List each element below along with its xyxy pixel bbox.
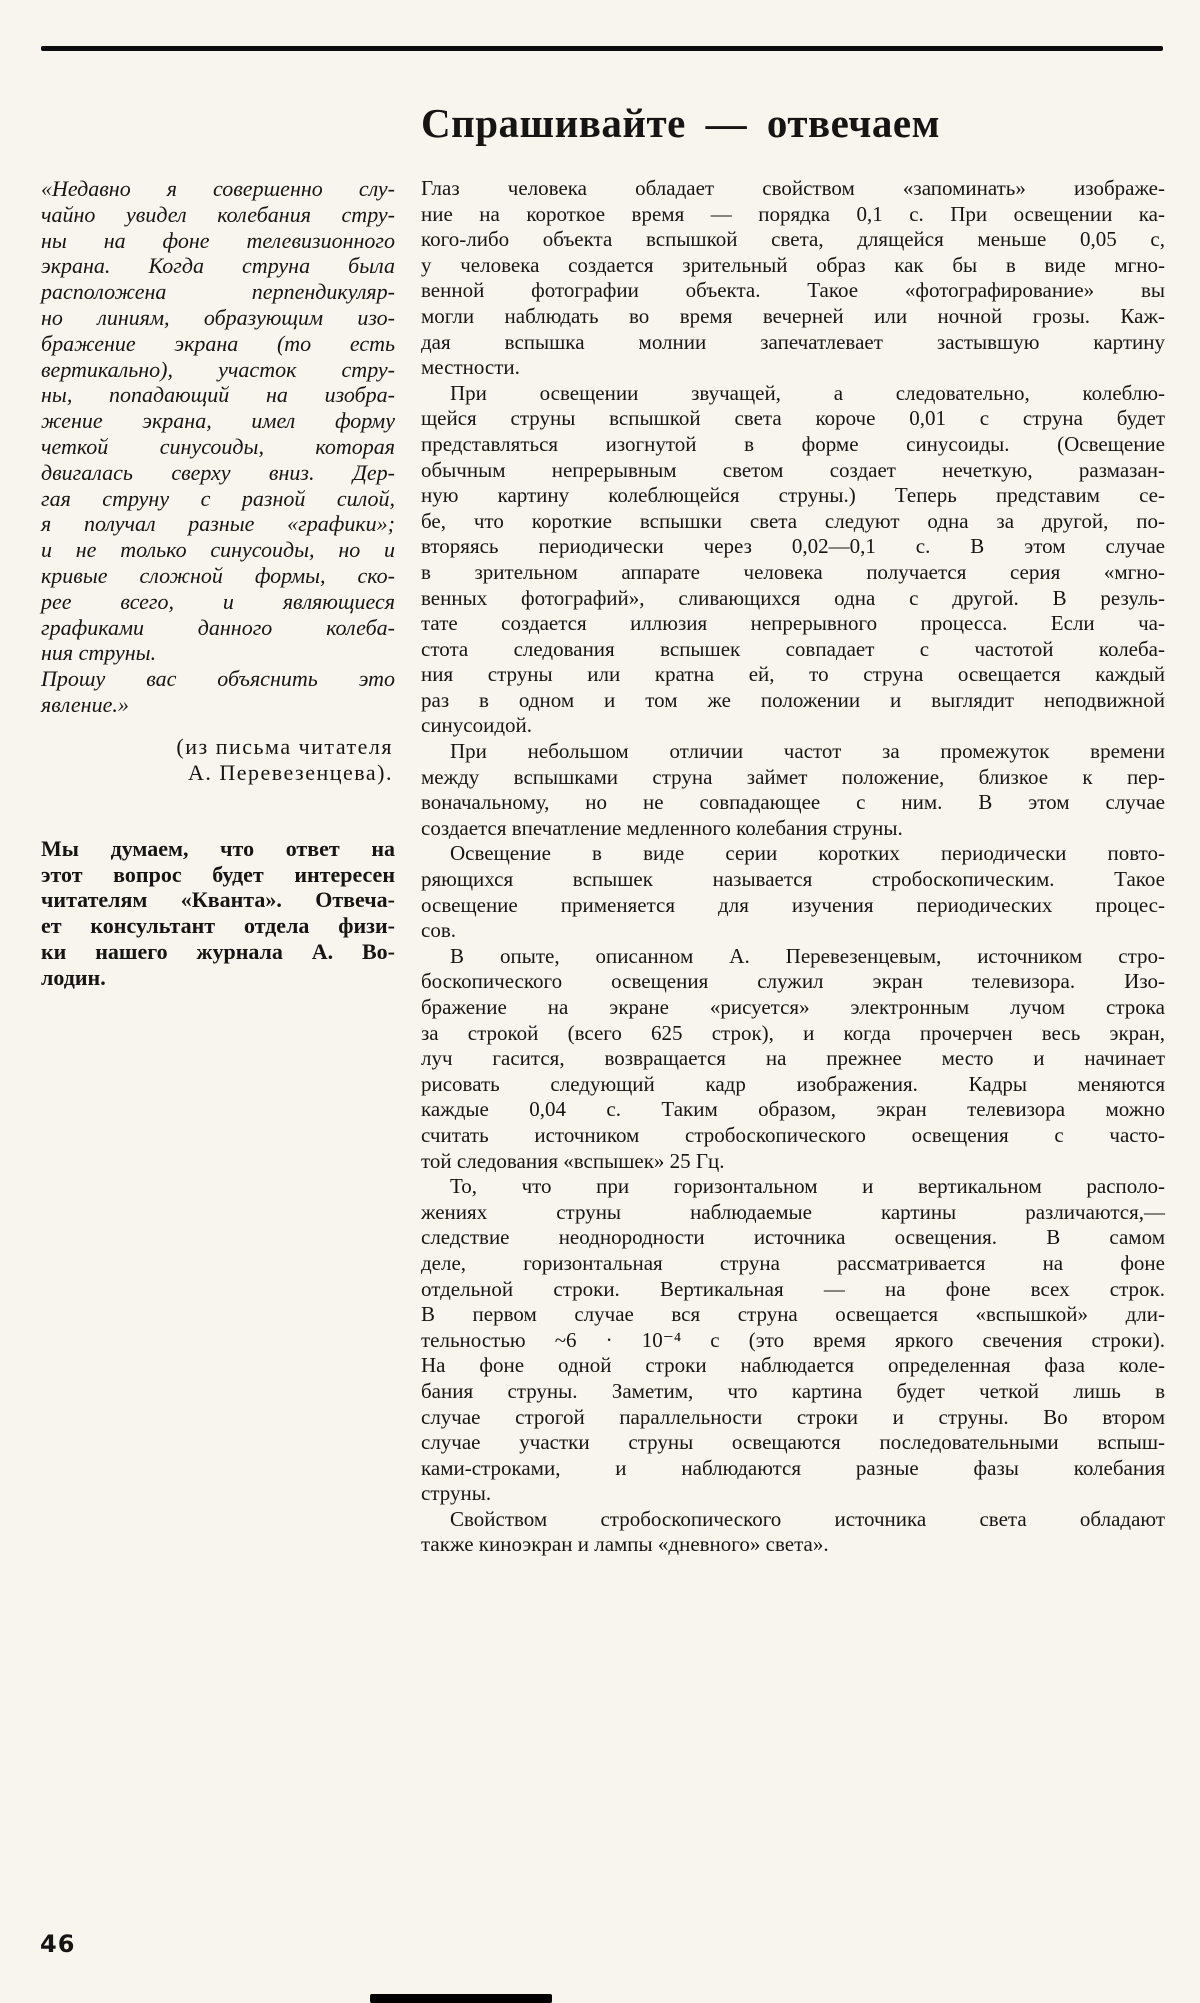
text-line: вторяясь периодически через 0,02—0,1 с. В этом случае	[421, 534, 1165, 559]
letter-signature	[41, 734, 395, 786]
text-line: случае участки струны освещаются последовательными вспыш-	[421, 1430, 1165, 1455]
text-line: «Недавно я совершенно слу-	[41, 176, 395, 201]
page-title: Спрашивайте — отвечаем	[421, 100, 941, 146]
text-line: ны, попадающий на изобра-	[41, 382, 395, 408]
text-line: ны на фоне телевизионного	[41, 227, 395, 253]
text-line: синусоидой.	[421, 713, 533, 738]
text-line: освещение применяется для изучения периодических процес-	[421, 892, 1165, 917]
text-line: ряющихся вспышек называется стробоскопическим. Такое	[421, 867, 1165, 892]
text-line: местности.	[421, 355, 520, 380]
text-line: ки нашего журнала А. Во-	[41, 938, 395, 964]
text-line: боскопического освещения служил экран телевизора. Изо-	[421, 969, 1165, 994]
text-line: Свойством стробоскопического источника света обладают	[450, 1506, 1165, 1531]
text-line: Освещение в виде серии коротких периодически повто-	[450, 841, 1165, 866]
text-line: венной фотографии объекта. Такое «фотографирование» вы	[421, 278, 1165, 303]
text-line: также киноэкран и лампы «дневного» света».	[421, 1532, 829, 1557]
text-line: вертикально), участок стру-	[41, 356, 395, 382]
text-line: графиками данного колеба-	[41, 614, 395, 640]
text-line: ет консультант отдела физи-	[41, 913, 395, 939]
text-line: явление.»	[41, 691, 129, 717]
text-line: читателям «Кванта». Отвеча-	[41, 887, 395, 913]
text-line: На фоне одной строки наблюдается определенная фаза коле-	[421, 1353, 1165, 1378]
text-line: раз в одном и том же положении и выглядит неподвижной	[421, 687, 1165, 712]
editor-note	[41, 836, 395, 991]
text-line: деле, горизонтальная струна рассматривается на фоне	[421, 1250, 1165, 1275]
text-line: тельностью ~6 · 10⁻⁴ с (это время яркого свечения строки).	[421, 1327, 1165, 1352]
text-line: ками-строками, и наблюдаются разные фазы колебания	[421, 1455, 1165, 1480]
text-line: дая вспышка молнии запечатлевает застывшую картину	[421, 329, 1165, 354]
answer-paragraph	[421, 841, 1165, 943]
text-line: представляться изогнутой в форме синусоиды. (Освещение	[421, 431, 1165, 456]
text-line: гая струну с разной силой,	[41, 485, 395, 511]
text-line: той следования «вспышек» 25 Гц.	[421, 1148, 725, 1173]
text-line: двигалась сверху вниз. Дер-	[41, 459, 395, 485]
text-line: В первом случае вся струна освещается «вспышкой» дли-	[421, 1302, 1165, 1327]
text-line: у человека создается зрительный образ как бы в виде мгно-	[421, 252, 1165, 277]
answer-column	[421, 176, 1165, 1558]
text-line: кривые сложной формы, ско-	[41, 562, 395, 588]
text-line: жениях струны наблюдаемые картины различаются,—	[421, 1199, 1165, 1224]
text-line: между вспышками струна займет положение, близкое к пер-	[421, 764, 1165, 789]
text-line: При небольшом отличии частот за промежуток времени	[450, 739, 1165, 764]
text-line: я получал разные «графики»;	[41, 511, 395, 537]
text-line: В опыте, описанном А. Перевезенцевым, источником стро-	[450, 943, 1165, 968]
text-line: бе, что короткие вспышки света следуют одна за другой, по-	[421, 508, 1165, 533]
answer-paragraph	[421, 381, 1165, 739]
text-line: за строкой (всего 625 строк), и когда прочерчен весь экран,	[421, 1020, 1165, 1045]
text-line: ния струны.	[41, 640, 157, 666]
text-line: Глаз человека обладает свойством «запоминать» изображе-	[421, 176, 1165, 200]
letter-paragraph	[41, 176, 395, 666]
text-line: бания струны. Заметим, что картина будет четкой лишь в	[421, 1378, 1165, 1403]
text-line: жение экрана, имел форму	[41, 408, 395, 434]
text-line: следствие неоднородности источника освещения. В самом	[421, 1225, 1165, 1250]
text-line: считать источником стробоскопического освещения с часто-	[421, 1122, 1165, 1147]
text-line: То, что при горизонтальном и вертикальном располо-	[450, 1174, 1165, 1199]
text-line: тате создается иллюзия непрерывного процесса. Если ча-	[421, 611, 1165, 636]
text-line: ния струны или кратна ей, то струна освещается каждый	[421, 662, 1165, 687]
text-line: и не только синусоиды, но и	[41, 537, 395, 563]
text-line: (из письма читателя	[176, 733, 393, 759]
answer-paragraph	[421, 944, 1165, 1174]
text-line: рее всего, и являющиеся	[41, 588, 395, 614]
text-line: стота следования вспышек совпадает с частотой колеба-	[421, 636, 1165, 661]
text-line: экрана. Когда струна была	[41, 253, 395, 279]
text-line: этот вопрос будет интересен	[41, 861, 395, 887]
text-line: могли наблюдать во время вечерней или ночной грозы. Каж-	[421, 303, 1165, 328]
text-line: воначальному, но не совпадающее с ним. В этом случае	[421, 790, 1165, 815]
text-line: При освещении звучащей, а следовательно, колеблю-	[450, 380, 1165, 405]
text-line: расположена перпендикуляр-	[41, 279, 395, 305]
text-line: кого-либо объекта вспышкой света, длящейся меньше 0,05 с,	[421, 227, 1165, 252]
text-line: отдельной строки. Вертикальная — на фоне всех строк.	[421, 1276, 1165, 1301]
text-line: струны.	[421, 1481, 492, 1506]
page-number: 46	[40, 1930, 76, 1958]
text-line: бражение экрана (то есть	[41, 330, 395, 356]
text-line: ние на короткое время — порядка 0,1 с. При освещении ка-	[421, 201, 1165, 226]
text-line: ную картину колеблющейся струны.) Теперь представим се-	[421, 483, 1165, 508]
text-line: луч гасится, возвращается на прежнее место и начинает	[421, 1046, 1165, 1071]
text-line: но линиям, образующим изо-	[41, 304, 395, 330]
text-line: сов.	[421, 918, 456, 943]
letter-paragraph	[41, 666, 395, 718]
text-line: венных фотографий», сливающихся одна с другой. В резуль-	[421, 585, 1165, 610]
text-line: рисовать следующий кадр изображения. Кадры меняются	[421, 1071, 1165, 1096]
answer-paragraph	[421, 1174, 1165, 1507]
answer-paragraph	[421, 739, 1165, 841]
text-line: А. Перевезенцева).	[187, 759, 393, 785]
text-line: бражение на экране «рисуется» электронным лучом строка	[421, 995, 1165, 1019]
text-line: четкой синусоиды, которая	[41, 433, 395, 459]
text-line: каждые 0,04 с. Таким образом, экран телевизора можно	[421, 1097, 1165, 1122]
text-line: щейся струны вспышкой света короче 0,01 с струна будет	[421, 406, 1165, 431]
text-line: в зрительном аппарате человека получается серия «мгно-	[421, 559, 1165, 584]
text-line: случае строгой параллельности строки и струны. Во втором	[421, 1404, 1165, 1429]
left-column	[41, 176, 395, 991]
top-rule-divider	[41, 46, 1163, 51]
text-line: создается впечатление медленного колебания струны.	[421, 815, 903, 840]
reader-letter	[41, 176, 395, 718]
answer-paragraph	[421, 1507, 1165, 1558]
text-line: обычным непрерывным светом создает нечеткую, размазан-	[421, 457, 1165, 482]
scan-edge-mark	[370, 1994, 552, 2003]
text-line: Мы думаем, что ответ на	[41, 835, 395, 861]
answer-paragraph	[421, 176, 1165, 381]
text-line: Прошу вас объяснить это	[41, 666, 395, 692]
text-line: чайно увидел колебания стру-	[41, 201, 395, 227]
text-line: лодин.	[41, 964, 106, 990]
